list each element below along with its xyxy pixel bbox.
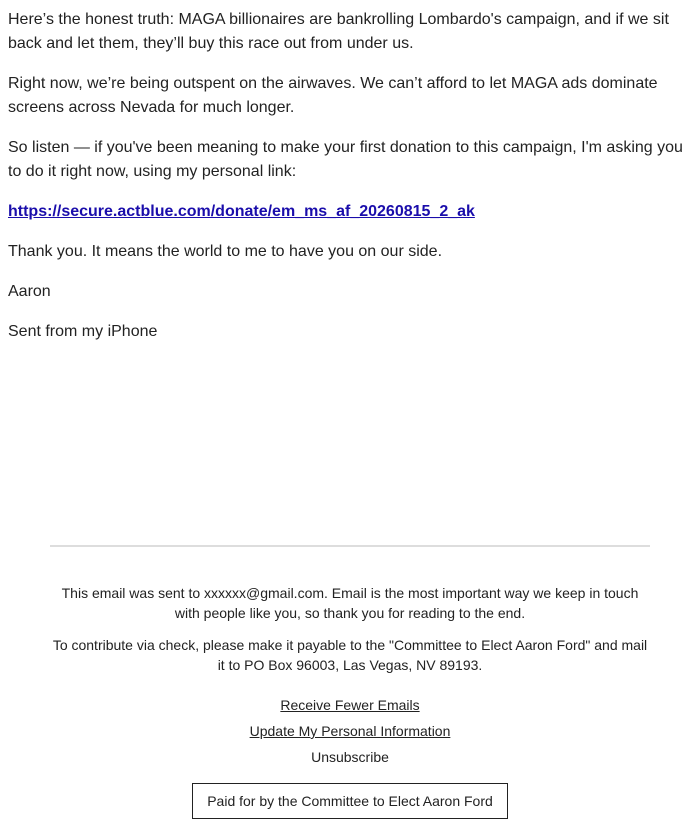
update-personal-info-link[interactable]: Update My Personal Information [249,723,451,739]
email-paragraph-ask: So listen — if you've been meaning to make your first donation to this campaign, I'm asking you to do it right now, using my personal link: [8,139,683,180]
email-footer [50,583,650,819]
footer-divider [50,545,650,547]
email-body [8,8,692,360]
email-signature: Aaron [8,283,51,300]
email-paragraph-intro: Here’s the honest truth: MAGA billionaires are bankrolling Lombardo's campaign, and if we sit back and let them, they’ll buy this race out from under us. [8,11,669,52]
sent-to-notice: This email was sent to xxxxxx@gmail.com. Email is the most important way we keep in touch with people like you, so thank you for reading to the end. [61,585,639,621]
paid-for-disclaimer: Paid for by the Committee to Elect Aaron Ford [192,783,508,819]
donate-link-paragraph [8,200,692,224]
unsubscribe-link[interactable]: Unsubscribe [311,749,389,765]
email-paragraph-outspent: Right now, we’re being outspent on the airwaves. We can’t afford to let MAGA ads dominate screens across Nevada for much longer. [8,75,658,116]
email-thanks: Thank you. It means the world to me to have you on our side. [8,243,443,260]
check-contribution-notice: To contribute via check, please make it payable to the "Committee to Elect Aaron Ford" and mail it to PO Box 96003, Las Vegas, NV 89193. [52,637,648,673]
donate-link[interactable]: https://secure.actblue.com/donate/em_ms_af_20260815_2_ak [8,203,475,220]
email-sent-from: Sent from my iPhone [8,323,158,340]
receive-fewer-emails-link[interactable]: Receive Fewer Emails [280,697,420,713]
